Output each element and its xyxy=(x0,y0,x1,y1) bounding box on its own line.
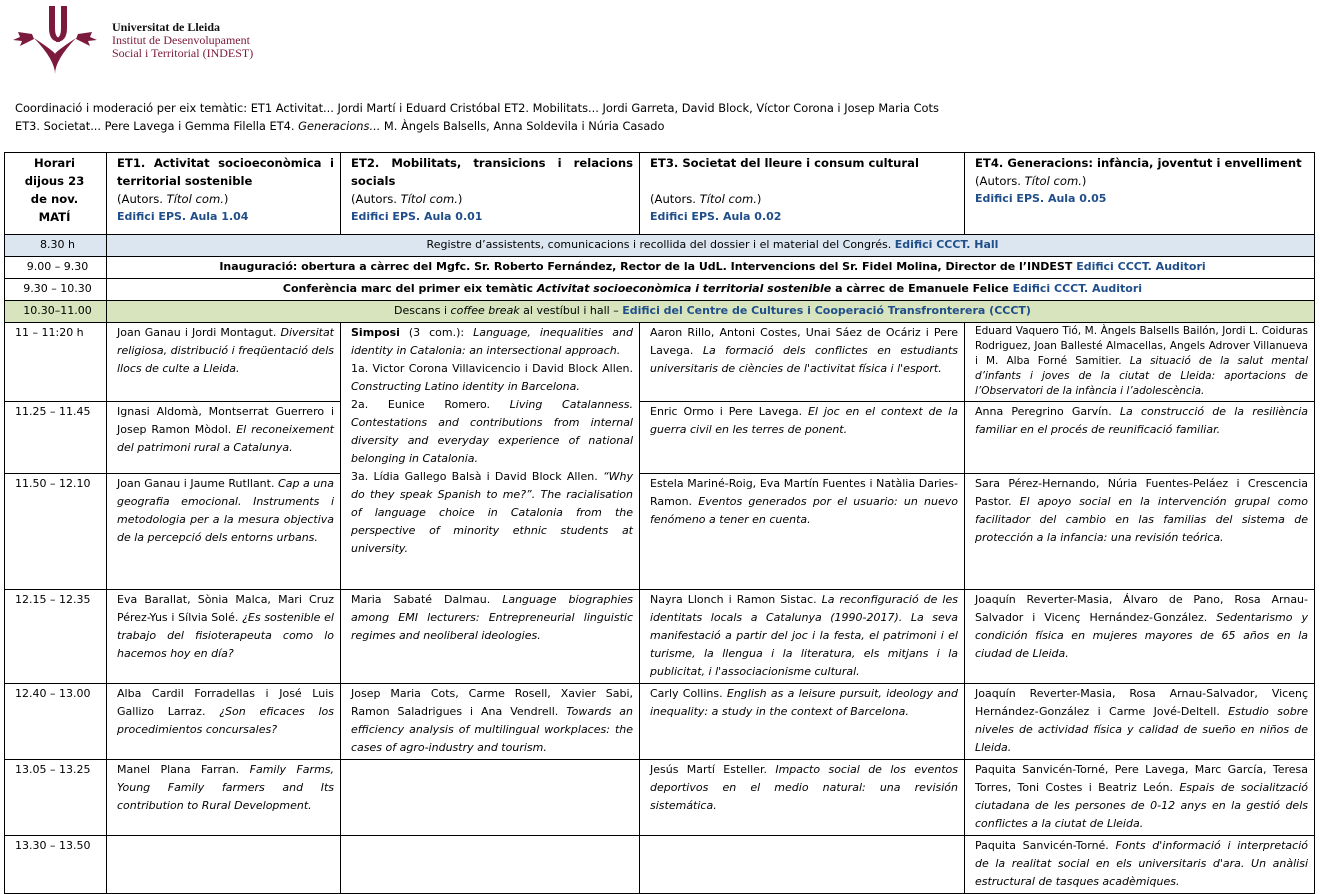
et4-slot-1: Eduard Vaquero Tió, M. Àngels Balsells Bailón, Jordi L. Coiduras Rodriguez, Joan Ballesté Almacellas, Angels Adrover Villanueva i M. Alba Forné Samitier. La situació de la salut mental d’infants i joves de la ciutat de Lleida: aportacions de l’Observatori de la infància i l’adolescència. xyxy=(965,323,1315,402)
et1-header: ET1. Activitat socioeconòmica i territorial sostenible (Autors. Títol com.) Edifici EPS. Aula 1.04 xyxy=(107,153,341,235)
time-cell: 9.30 – 10.30 xyxy=(5,279,107,301)
coffee-break-row xyxy=(5,301,1315,323)
et1-slot-5: Alba Cardil Forradellas i José Luis Gallizo Larraz. ¿Son eficaces los procedimientos concursales? xyxy=(107,684,341,760)
et2-symposium: Simposi (3 com.): Language, inequalities and identity in Catalonia: an intersectional approach. 1a. Victor Corona Villavicencio i David Block Allen. Constructing Latino identity in Barcelona. 2a. Eunice Romero. Living Catalanness. Contestations and contributions from internal diversity and everyday experience of national belonging in Catalonia. 3a. Lídia Gallego Balsà i David Block Allen. “Why do they speak Spanish to me?”. The racialisation of language choice in Catalonia from the perspective of minority ethnic students at university. xyxy=(341,323,640,590)
et4-slot-7: Paquita Sanvicén-Torné. Fonts d'informació i interpretació de la realitat social en els universitaris d'ara. Un anàlisi estructural de tasques acadèmiques. xyxy=(965,836,1315,894)
et3-slot-6: Jesús Martí Esteller. Impacto social de los eventos deportivos en el medio natural: una revisión sistemática. xyxy=(640,760,965,836)
et4-slot-2: Anna Peregrino Garvín. La construcció de la resiliència familiar en el procés de reunificació familiar. xyxy=(965,402,1315,474)
et1-slot-3: Joan Ganau i Jaume Rutllant. Cap a una geografia emocional. Instruments i metodologia per a la mesura objectiva de la percepció dels entorns urbans. xyxy=(107,474,341,590)
et1-slot-2: Ignasi Aldomà, Montserrat Guerrero i Josep Ramon Mòdol. El reconeixement del patrimoni rural a Catalunya. xyxy=(107,402,341,474)
time-cell: 10.30–11.00 xyxy=(5,301,107,323)
coordination-line-2: ET3. Societat... Pere Lavega i Gemma Filella ET4. Generacions... M. Àngels Balsells, Anna Soldevila i Núria Casado xyxy=(15,119,665,133)
time-cell: 11.25 – 11.45 xyxy=(5,402,107,474)
time-cell: 11 – 11:20 h xyxy=(5,323,107,402)
et1-slot-4: Eva Barallat, Sònia Malca, Mari Cruz Pérez-Yus i Sílvia Solé. ¿Es sostenible el trabajo del fisioterapeuta como lo hacemos hoy en día? xyxy=(107,590,341,684)
et4-slot-6: Paquita Sanvicén-Torné, Pere Lavega, Marc García, Teresa Torres, Toni Costes i Beatriz León. Espais de socialització ciutadana de les persones de 0-12 anys en la gestió dels conflictes a la ciutat de Lleida. xyxy=(965,760,1315,836)
time-cell: 11.50 – 12.10 xyxy=(5,474,107,590)
coordination-note xyxy=(15,99,939,135)
et2-header: ET2. Mobilitats, transicions i relacions socials (Autors. Títol com.) Edifici EPS. Aula 0.01 xyxy=(341,153,640,235)
et2-slot-6-empty xyxy=(341,760,640,836)
conference-text: Conferència marc del primer eix temàtic Activitat socioeconòmica i territorial sostenible a càrrec de Emanuele Felice Edifici CCCT. Auditori xyxy=(107,279,1315,301)
et1-slot-1: Joan Ganau i Jordi Montagut. Diversitat religiosa, distribució i freqüentació dels llocs de culte a Lleida. xyxy=(107,323,341,402)
university-name: Universitat de Lleida xyxy=(112,19,220,34)
et4-slot-4: Joaquín Reverter-Masia, Álvaro de Pano, Rosa Arnau-Salvador i Vicenç Hernández-González. Sedentarismo y condición física en mujeres mayores de 65 años en la ciudad de Lleida. xyxy=(965,590,1315,684)
university-logo xyxy=(12,4,253,76)
et3-slot-3: Estela Mariné-Roig, Eva Martín Fuentes i Natàlia Daries-Ramon. Eventos generados por el usuario: un nuevo fenómeno a tener en cuenta. xyxy=(640,474,965,590)
et3-slot-1: Aaron Rillo, Antoni Costes, Unai Sáez de Ocáriz i Pere Lavega. La formació dels conflictes en estudiants universitaris de ciències de l'activitat física i l'esport. xyxy=(640,323,965,402)
institute-name-line2: Social i Territorial (INDEST) xyxy=(112,45,254,60)
time-cell: 12.40 – 13.00 xyxy=(5,684,107,760)
session-row xyxy=(5,323,1315,402)
registration-text: Registre d’assistents, comunicacions i recollida del dossier i el material del Congrés. Edifici CCCT. Hall xyxy=(107,235,1315,257)
session-row xyxy=(5,474,1315,590)
session-row xyxy=(5,590,1315,684)
table-header-row xyxy=(5,153,1315,235)
et4-slot-3: Sara Pérez-Hernando, Núria Fuentes-Peláez i Crescencia Pastor. El apoyo social en la intervención grupal como facilitador del cambio en las familias del sistema de protección a la infancia: una revisión teórica. xyxy=(965,474,1315,590)
session-row xyxy=(5,836,1315,894)
time-cell: 13.05 – 13.25 xyxy=(5,760,107,836)
et1-slot-6: Manel Plana Farran. Family Farms, Young Family farmers and Its contribution to Rural Development. xyxy=(107,760,341,836)
et2-slot-7-empty xyxy=(341,836,640,894)
udl-emblem-icon xyxy=(12,4,98,76)
et1-slot-7-empty xyxy=(107,836,341,894)
et4-header: ET4. Generacions: infància, joventut i envelliment (Autors. Títol com.) Edifici EPS. Aula 0.05 xyxy=(965,153,1315,235)
conference-row xyxy=(5,279,1315,301)
time-cell: 13.30 – 13.50 xyxy=(5,836,107,894)
et3-slot-7-empty xyxy=(640,836,965,894)
et3-slot-5: Carly Collins. English as a leisure pursuit, ideology and inequality: a study in the context of Barcelona. xyxy=(640,684,965,760)
et3-slot-2: Enric Ormo i Pere Lavega. El joc en el context de la guerra civil en les terres de ponent. xyxy=(640,402,965,474)
session-row xyxy=(5,402,1315,474)
et2-slot-4: Maria Sabaté Dalmau. Language biographies among EMI lecturers: Entrepreneurial linguistic regimes and neoliberal ideologies. xyxy=(341,590,640,684)
et3-header: ET3. Societat del lleure i consum cultural (Autors. Títol com.) Edifici EPS. Aula 0.02 xyxy=(640,153,965,235)
session-row xyxy=(5,684,1315,760)
et4-slot-5: Joaquín Reverter-Masia, Rosa Arnau-Salvador, Vicenç Hernández-González i Carme Jové-Deltell. Estudio sobre niveles de actividad física y calidad de sueño en niños de Lleida. xyxy=(965,684,1315,760)
coffee-break-text: Descans i coffee break al vestíbul i hall – Edifici del Centre de Cultures i Cooperació Transfronterera (CCCT) xyxy=(107,301,1315,323)
schedule-table xyxy=(4,152,1315,894)
inauguration-text: Inauguració: obertura a càrrec del Mgfc. Sr. Roberto Fernández, Rector de la UdL. Intervencions del Sr. Fidel Molina, Director de l’INDEST Edifici CCCT. Auditori xyxy=(107,257,1315,279)
time-cell: 8.30 h xyxy=(5,235,107,257)
time-cell: 9.00 – 9.30 xyxy=(5,257,107,279)
inauguration-row xyxy=(5,257,1315,279)
registration-row xyxy=(5,235,1315,257)
horari-header: Horari dijous 23 de nov. MATÍ xyxy=(5,153,107,235)
institute-name-line1: Institut de Desenvolupament xyxy=(112,32,250,47)
coordination-line-1: Coordinació i moderació per eix temàtic: ET1 Activitat... Jordi Martí i Eduard Cristóbal ET2. Mobilitats... Jordi Garreta, David Block, Víctor Corona i Josep Maria Cots xyxy=(15,101,939,115)
et2-slot-5: Josep Maria Cots, Carme Rosell, Xavier Sabi, Ramon Saladrigues i Ana Vendrell. Towards an efficiency analysis of multilingual workplaces: the cases of agro-industry and tourism. xyxy=(341,684,640,760)
session-row xyxy=(5,760,1315,836)
time-cell: 12.15 – 12.35 xyxy=(5,590,107,684)
et3-slot-4: Nayra Llonch i Ramon Sistac. La reconfiguració de les identitats locals a Catalunya (1990-2017). La seva manifestació a partir del joc i la festa, el patrimoni i el turisme, la llengua i la literatura, els mitjans i la publicitat, i l'associacionisme cultural. xyxy=(640,590,965,684)
